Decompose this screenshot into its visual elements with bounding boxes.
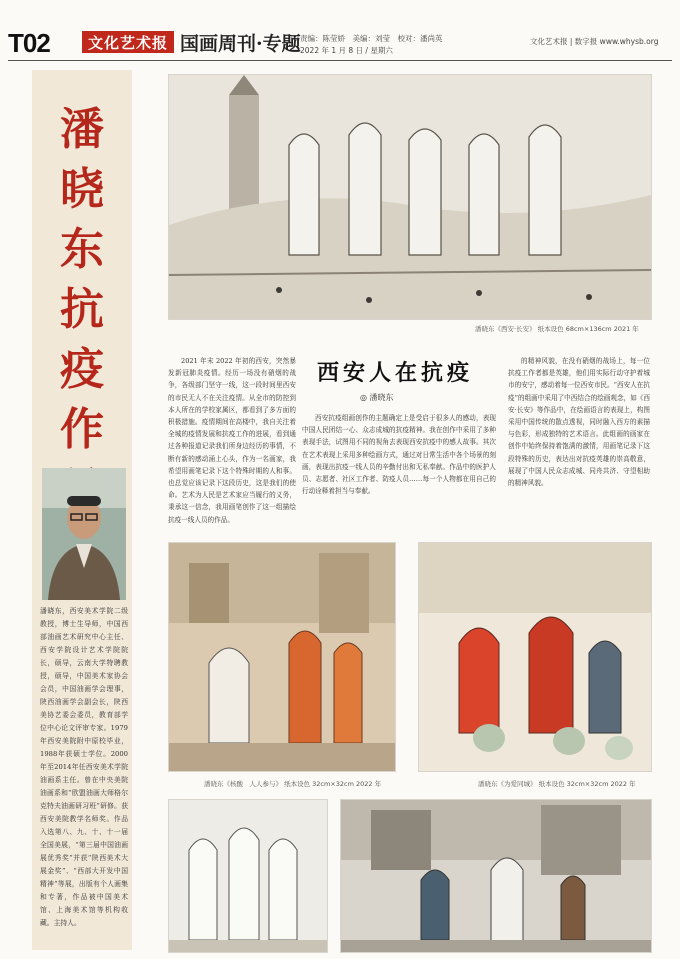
- title-char: 潘: [60, 104, 104, 155]
- painting-medics: [168, 799, 328, 953]
- header-rule: [8, 60, 672, 61]
- author-bio: 潘晓东，西安美术学院二级教授，博士生导师，中国西部油画艺术研究中心主任、西安学院设计艺术学院院长，硕导，云南大学特聘教授，硕导，中国美术家协会会员，中国油画学会理事，陕西油画学会副会长，陕西美协艺委会委员，教育部学位中心论文评审专家。1979年西安美院附中原校毕业，1988年获硕士学位。2000年至2014年任西安美术学院油画系主任。曾在中央美院油画系和“欧盟油画大师格尔克特夫油画研习班”研修。获西安美院教学名师奖。作品入选第八、九、十、十一届全国美展，“第三届中国油画展优秀奖”并获“陕西美术大展金奖”、“西部大开发中国精神”等展，出版有个人画集和专著，作品被中国美术馆、上海美术馆等机构收藏。主持人。: [40, 607, 128, 927]
- page-number: T02: [8, 28, 50, 58]
- article-column-2: 西安抗疫组画创作的主题确定上是受启于很多人的感动，表现中国人民团结一心、众志成城的抗疫精神。我在创作中采用了多种表现手法，试图用不同的视角去表现西安抗疫中的感人故事。其次在艺术表现上采用多种绘画方式，通过对日常生活中各个场景的刻画，表现出抗疫一线人员的辛勤付出和无私奉献。作品中的医护人员、志愿者、社区工作者、防疫人员……每一个人物都在用自己的行动诠释着担当与奉献。: [302, 414, 496, 496]
- main-caption: 潘晓东《西安·长安》 纸本设色 68cm×136cm 2021 年: [475, 325, 639, 333]
- article-column-1: 2021 年末 2022 年初的西安，突然暴发新冠肺炎疫情。经历一场没有硝烟的战争，各级部门坚守一线，这一段时间里西安的市民无人不在关注疫情。从全市的防控到本人所在的学校家属区，都看到了多方面的积极措施。疫情期间在高楼中，我自关注着全城的疫情发展和抗疫工作的进展，看到通过各种报道记录我们所身边经历的事情，不断有新的感动涌上心头，作为一名画家，我希望用画笔记录下这个特殊时期的人和事。也总觉应该记录下这段历史，这是我们的使命。艺术为人民是艺术家应当履行的义务，秉承这一信念，我用画笔创作了这一组描绘抗疫一线人员的作品。: [168, 357, 296, 524]
- article-column-3: 的精神风貌，在没有硝烟的战场上，每一位抗疫工作者都是英雄，他们用实际行动守护着城市的安宁，感动着每一位西安市民。“西安人在抗疫”的组画中采用了中西结合的绘画观念，如《西安·长安》等作品中，在绘画语言的表现上，构图采用中国传统的散点透视，同时融入西方的素描与色彩，形成独特的艺术语言。此组画的画家在创作中始终保持着饱满的激情，用画笔记录下这段特殊的历史，表达出对抗疫英雄的崇高敬意，展现了中国人民众志成城、同舟共济、守望相助的精神风貌。: [508, 357, 650, 488]
- painting-street: [340, 799, 652, 953]
- title-char: 东: [60, 224, 104, 275]
- title-char: 抗: [60, 284, 104, 335]
- article-title: 西安人在抗疫: [316, 360, 473, 386]
- title-char: 晓: [60, 164, 104, 215]
- author-portrait: [42, 468, 126, 600]
- masthead-logo: 文化艺术报: [82, 31, 174, 53]
- mid-left-caption: 潘晓东《核酸 人人参与》 纸本设色 32cm×32cm 2022 年: [204, 780, 382, 788]
- painting-loving-city: [418, 542, 652, 772]
- article-author: ◎ 潘晓东: [360, 393, 394, 402]
- title-char: 疫: [60, 344, 104, 395]
- mid-right-caption: 潘晓东《为爱同城》 纸本设色 32cm×32cm 2022 年: [478, 780, 636, 788]
- painting-nucleic-test: [168, 542, 396, 772]
- title-char: 作: [60, 404, 104, 455]
- main-painting: [168, 74, 652, 320]
- section-title: 国画周刊·专题: [180, 33, 301, 55]
- vertical-title: [48, 100, 116, 520]
- editors-line: 责编：陈莹娇 美编：刘莹 校对：潘尚英: [300, 34, 443, 43]
- newspaper-url: 文化艺术报 | 数字报 www.whysb.org: [530, 37, 659, 46]
- issue-date: 2022 年 1 月 8 日 / 星期六: [300, 46, 393, 55]
